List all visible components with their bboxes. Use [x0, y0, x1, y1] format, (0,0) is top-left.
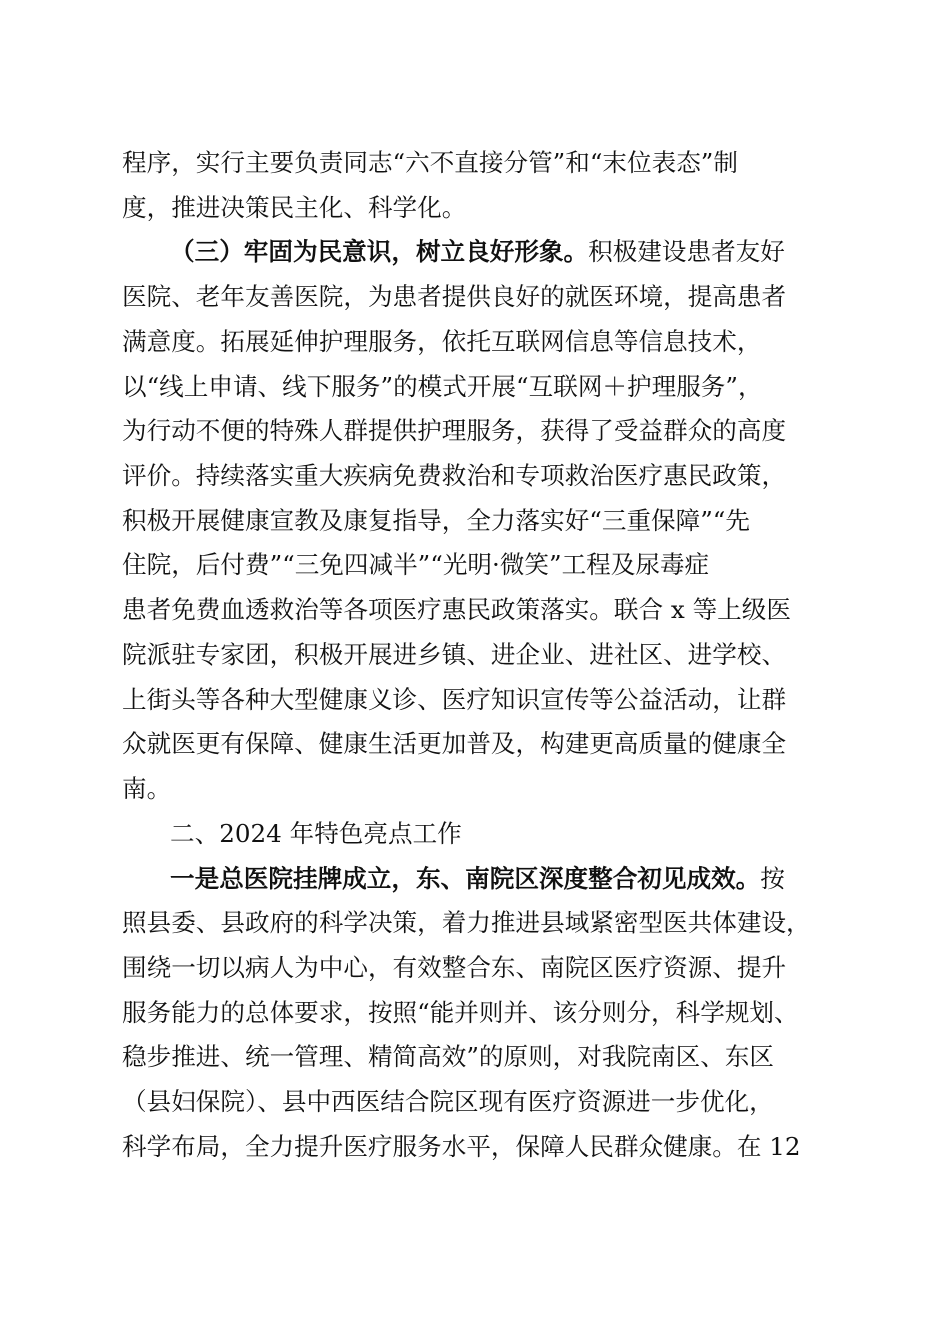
paragraph-line: 以“线上申请、线下服务”的模式开展“互联网＋护理服务”， [122, 372, 763, 401]
paragraph-line: 住院，后付费”“三免四减半”“光明·微笑”工程及尿毒症 [122, 550, 710, 579]
paragraph-line: 稳步推进、统一管理、精简高效”的原则，对我院南区、东区 [122, 1042, 775, 1071]
paragraph-line: 南。 [122, 774, 172, 803]
paragraph-line: 围绕一切以病人为中心，有效整合东、南院区医疗资源、提升 [122, 953, 787, 982]
paragraph-line: 为行动不便的特殊人群提供护理服务，获得了受益群众的高度 [122, 416, 787, 445]
paragraph-line: 众就医更有保障、健康生活更加普及，构建更高质量的健康全 [122, 729, 787, 758]
section-subheading: （三）牢固为民意识，树立良好形象。 [170, 237, 589, 266]
paragraph-line: （县妇保院）、县中西医结合院区现有医疗资源进一步优化， [122, 1087, 774, 1116]
paragraph-line: 患者免费血透救治等各项医疗惠民政策落实。联合 x 等上级医 [122, 595, 791, 624]
paragraph-line: 院派驻专家团，积极开展进乡镇、进企业、进社区、进学校、 [122, 640, 787, 669]
paragraph-line: 服务能力的总体要求，按照“能并则并、该分则分，科学规划、 [122, 998, 799, 1027]
paragraph-line [170, 857, 785, 901]
paragraph-line: 上街头等各种大型健康义诊、医疗知识宣传等公益活动，让群 [122, 685, 787, 714]
paragraph-text: 按 [760, 864, 785, 893]
paragraph-line: 满意度。拓展延伸护理服务，依托互联网信息等信息技术， [122, 327, 762, 356]
item-heading: 一是总医院挂牌成立，东、南院区深度整合初见成效。 [170, 864, 761, 893]
paragraph-line: 医院、老年友善医院，为患者提供良好的就医环境，提高患者 [122, 282, 787, 311]
paragraph-line: 评价。持续落实重大疾病免费救治和专项救治医疗惠民政策， [122, 461, 787, 490]
section-heading: 二、2024 年特色亮点工作 [170, 819, 462, 848]
paragraph-line: 科学布局，全力提升医疗服务水平，保障人民群众健康。在 12 [122, 1132, 801, 1161]
paragraph-line: 度，推进决策民主化、科学化。 [122, 193, 467, 222]
paragraph-line: 程序，实行主要负责同志“六不直接分管”和“末位表态”制 [122, 148, 738, 177]
paragraph-line: 积极开展健康宣教及康复指导，全力落实好“三重保障”“先 [122, 506, 750, 535]
paragraph-line [170, 230, 785, 274]
paragraph-text: 积极建设患者友好 [588, 237, 785, 266]
paragraph-line: 照县委、县政府的科学决策，着力推进县域紧密型医共体建设， [122, 908, 811, 937]
